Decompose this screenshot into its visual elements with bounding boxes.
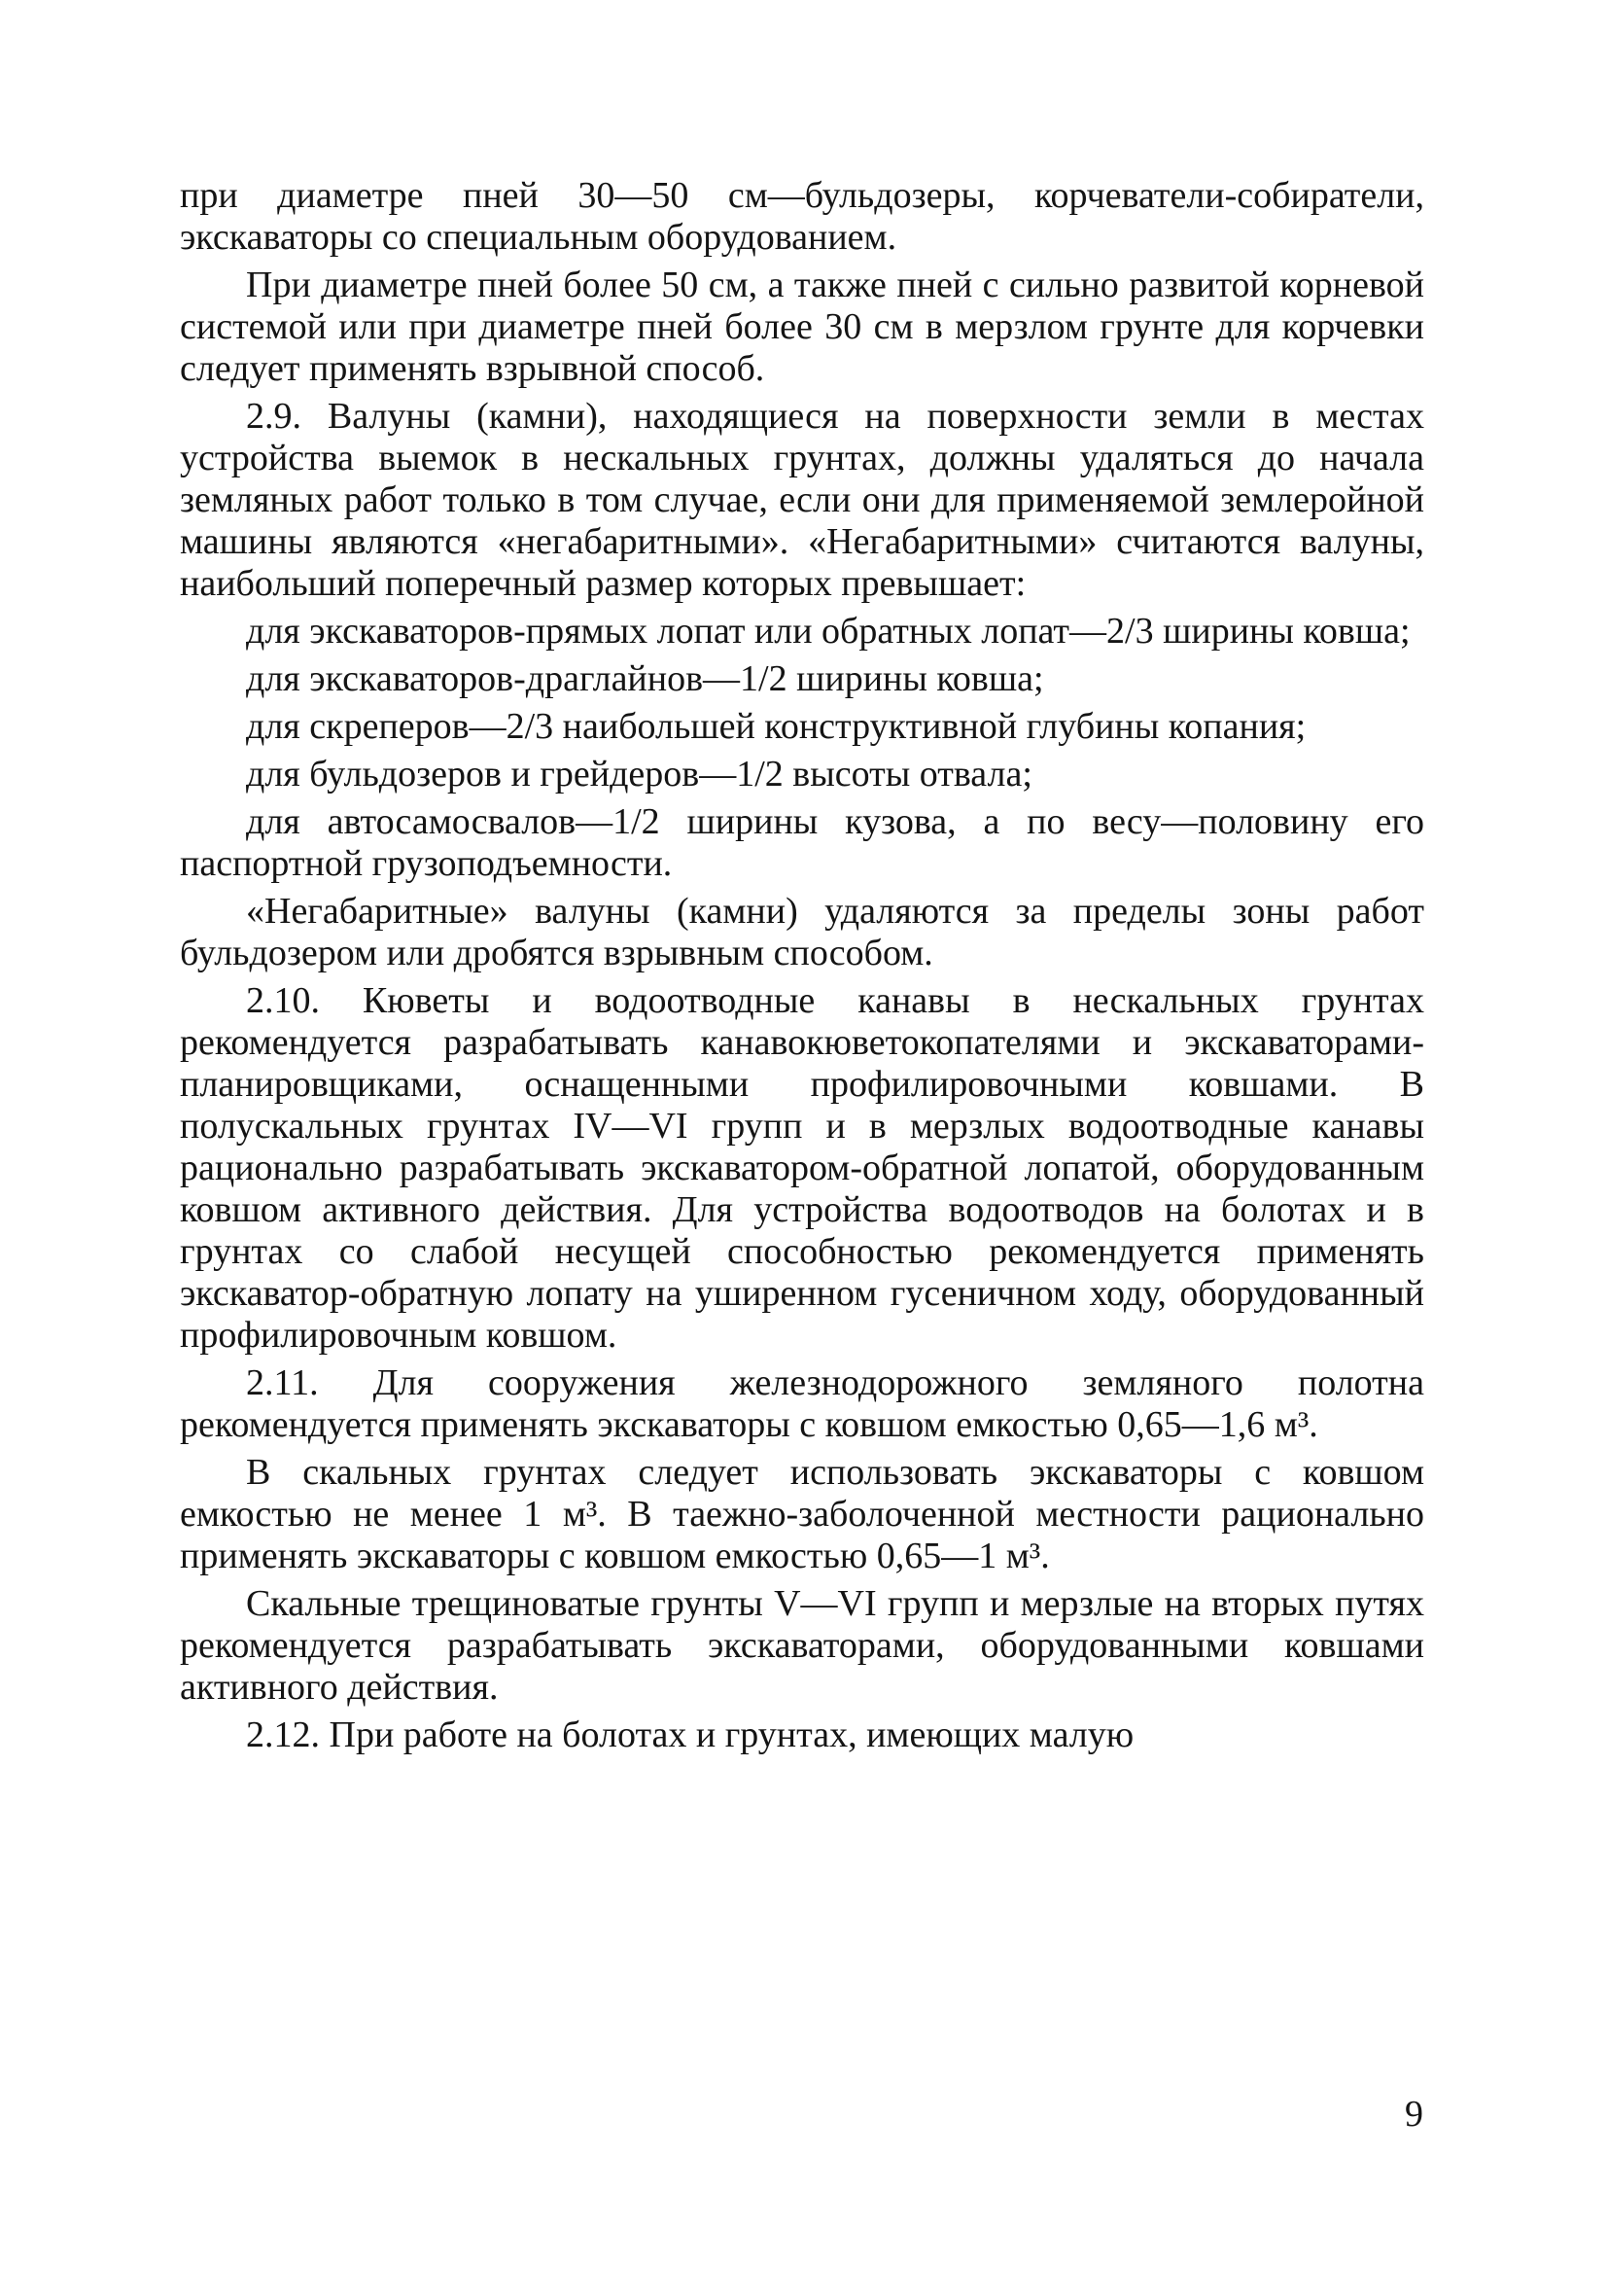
list-item-excavators-shovels: для экскаваторов-прямых лопат или обратных лопат—2/3 ширины ковша;	[246, 611, 1411, 652]
paragraph-2-11: 2.11. Для сооружения железнодорожного земляного полотна рекомендуется применять экскаваторы с ковшом емкостью 0,65—1,6 м³.	[180, 1362, 1424, 1445]
page-number: 9	[1405, 2094, 1423, 2135]
list-item-dump-trucks: для автосамосвалов—1/2 ширины кузова, а по весу—половину его паспортной грузоподъемности.	[180, 801, 1424, 884]
paragraph-2-10: 2.10. Кюветы и водоотводные канавы в нескальных грунтах рекомендуется разрабатывать канавокюветокопателями и экскаваторами-планировщиками, оснащенными профилировочными ковшами. В полускальных грунтах IV—VI групп и в мерзлых водоотводные канавы рационально разрабатывать экскаватором-обратной лопатой, оборудованным ковшом активного действия. Для устройства водоотводов на болотах и в грунтах со слабой несущей способностью рекомендуется применять экскаватор-обратную лопату на уширенном гусеничном ходу, оборудованный профилировочным ковшом.	[180, 980, 1424, 1356]
paragraph-fractured-soils: Скальные трещиноватые грунты V—VI групп и мерзлые на вторых путях рекомендуется разрабатывать экскаваторами, оборудованными ковшами активного действия.	[180, 1583, 1424, 1708]
paragraph-2-12: 2.12. При работе на болотах и грунтах, имеющих малую	[246, 1714, 1135, 1755]
paragraph-2-9: 2.9. Валуны (камни), находящиеся на поверхности земли в местах устройства выемок в нескальных грунтах, должны удаляться до начала земляных работ только в том случае, если они для применяемой землеройной машины являются «негабаритными». «Негабаритными» считаются валуны, наибольший поперечный размер которых превышает:	[180, 396, 1424, 604]
list-item-bulldozers: для бульдозеров и грейдеров—1/2 высоты отвала;	[246, 754, 1032, 795]
document-body	[180, 175, 1424, 1762]
paragraph-continuation: при диаметре пней 30—50 см—бульдозеры, корчеватели-собиратели, экскаваторы со специальным оборудованием.	[180, 175, 1424, 258]
list-item-scrapers: для скреперов—2/3 наибольшей конструктивной глубины копания;	[246, 706, 1307, 747]
paragraph-stumps-explosive: При диаметре пней более 50 см, а также пней с сильно развитой корневой системой или при диаметре пней более 30 см в мерзлом грунте для корчевки следует применять взрывной способ.	[180, 265, 1424, 389]
paragraph-rocky-soils: В скальных грунтах следует использовать экскаваторы с ковшом емкостью не менее 1 м³. В таежно-заболоченной местности рационально применять экскаваторы с ковшом емкостью 0,65—1 м³.	[180, 1452, 1424, 1576]
paragraph-oversized-boulders: «Негабаритные» валуны (камни) удаляются за пределы зоны работ бульдозером или дробятся взрывным способом.	[180, 891, 1424, 973]
list-item-draglines: для экскаваторов-драглайнов—1/2 ширины ковша;	[246, 658, 1044, 699]
